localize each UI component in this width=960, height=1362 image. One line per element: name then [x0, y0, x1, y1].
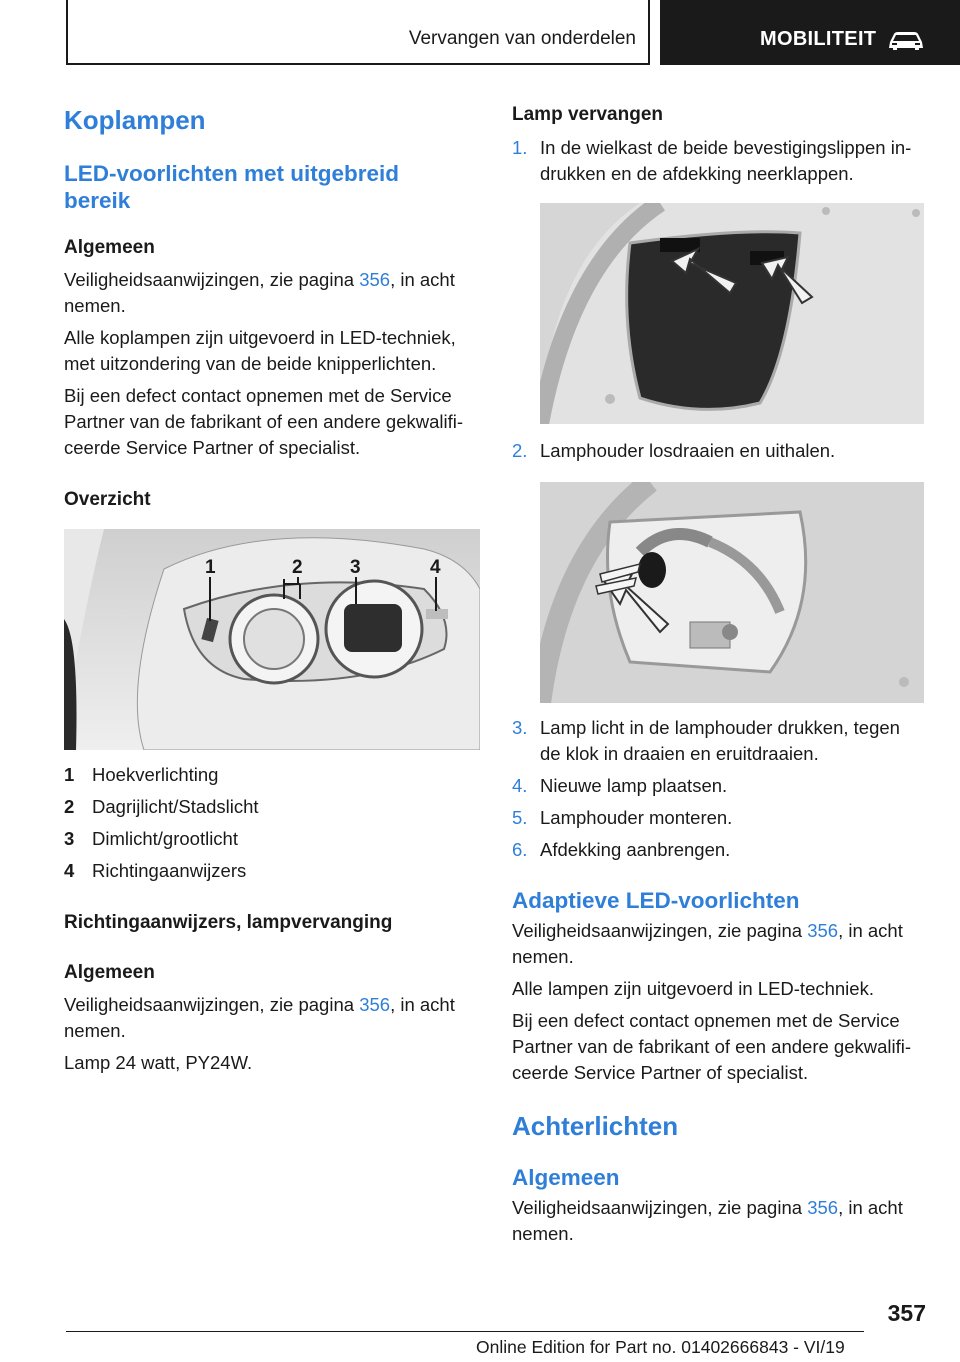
defect-paragraph: Bij een defect contact opnemen met de Service Partner van de fabrikant of een andere gekwalifi-ceerde Service Partner of specialist. — [64, 385, 464, 458]
step-item: 4. Nieuwe lamp plaatsen. — [512, 775, 728, 796]
header-section-box — [66, 0, 650, 65]
page-number: 357 — [887, 1300, 926, 1326]
step-item: 1. In de wielkast de beide bevestigingslippen in-drukken en de afdekking neerklappen. — [512, 137, 912, 184]
page-link[interactable]: 356 — [807, 1197, 839, 1218]
footer-divider — [66, 1331, 864, 1332]
legend-item: 3 Dimlicht/grootlicht — [64, 828, 238, 849]
callout-1: 1 — [205, 557, 216, 578]
step-item: 5. Lamphouder monteren. — [512, 807, 733, 828]
general-heading: Algemeen — [64, 237, 155, 258]
chapter-tab-label: MOBILITEIT — [760, 28, 877, 50]
page-title: Koplampen — [64, 105, 206, 135]
page-link[interactable]: 356 — [359, 269, 391, 290]
page-link[interactable]: 356 — [807, 920, 839, 941]
indicator-safety-paragraph: Veiligheidsaanwijzingen, zie pagina 356, in acht nemen. — [64, 994, 455, 1041]
legend-item: 4 Richtingaanwijzers — [64, 860, 247, 881]
adaptive-defect-paragraph: Bij een defect contact opnemen met de Service Partner van de fabrikant of een andere gekwalifi-ceerde Service Partner of specialist. — [512, 1010, 912, 1083]
left-column — [64, 100, 484, 1076]
right-column — [512, 103, 924, 1247]
indicator-heading: Richtingaanwijzers, lampvervanging — [64, 912, 393, 933]
rear-lights-heading: Achterlichten — [512, 1111, 679, 1141]
adaptive-led-heading: Adaptieve LED-voorlichten — [512, 888, 800, 913]
lamp-spec: Lamp 24 watt, PY24W. — [64, 1052, 253, 1073]
indicator-general-heading: Algemeen — [64, 962, 155, 983]
callout-2: 2 — [292, 557, 303, 578]
page-link[interactable]: 356 — [359, 994, 391, 1015]
led-paragraph: Alle koplampen zijn uitgevoerd in LED-techniek, met uitzondering van de beide knipperlichten. — [64, 327, 456, 374]
rear-safety-paragraph: Veiligheidsaanwijzingen, zie pagina 356, in acht nemen. — [512, 1197, 903, 1244]
chapter-tab[interactable] — [660, 0, 960, 65]
figure-legend — [64, 759, 484, 887]
step-item: 6. Afdekking aanbrengen. — [512, 839, 731, 860]
cover-illustration — [540, 203, 924, 424]
callout-4: 4 — [430, 557, 441, 578]
lamp-holder-figure — [540, 482, 924, 703]
wheel-arch-cover-figure — [540, 203, 924, 424]
step-item: 3. Lamp licht in de lamphouder drukken, tegen de klok in draaien en eruitdraaien. — [512, 717, 900, 764]
replace-heading: Lamp vervangen — [512, 104, 663, 125]
headlight-illustration — [64, 529, 480, 750]
overview-heading: Overzicht — [64, 489, 151, 510]
adaptive-led-paragraph: Alle lampen zijn uitgevoerd in LED-techniek. — [512, 978, 874, 999]
lamp-holder-illustration — [540, 482, 924, 703]
car-icon — [886, 28, 926, 52]
callout-3: 3 — [350, 557, 361, 578]
legend-item: 1 Hoekverlichting — [64, 764, 219, 785]
headlight-overview-figure — [64, 529, 480, 750]
section-heading-led-headlights: LED-voorlichten met uitgebreid bereik — [64, 161, 400, 213]
edition-text: Online Edition for Part no. 01402666843 - VI/19 — [476, 1337, 845, 1357]
safety-paragraph: Veiligheidsaanwijzingen, zie pagina 356, in acht nemen. — [64, 269, 455, 316]
adaptive-safety-paragraph: Veiligheidsaanwijzingen, zie pagina 356, in acht nemen. — [512, 920, 903, 967]
legend-item: 2 Dagrijlicht/Stadslicht — [64, 796, 259, 817]
step-item: 2. Lamphouder losdraaien en uithalen. — [512, 440, 836, 461]
section-title: Vervangen van onderdelen — [408, 28, 636, 49]
rear-general-heading: Algemeen — [512, 1165, 620, 1190]
